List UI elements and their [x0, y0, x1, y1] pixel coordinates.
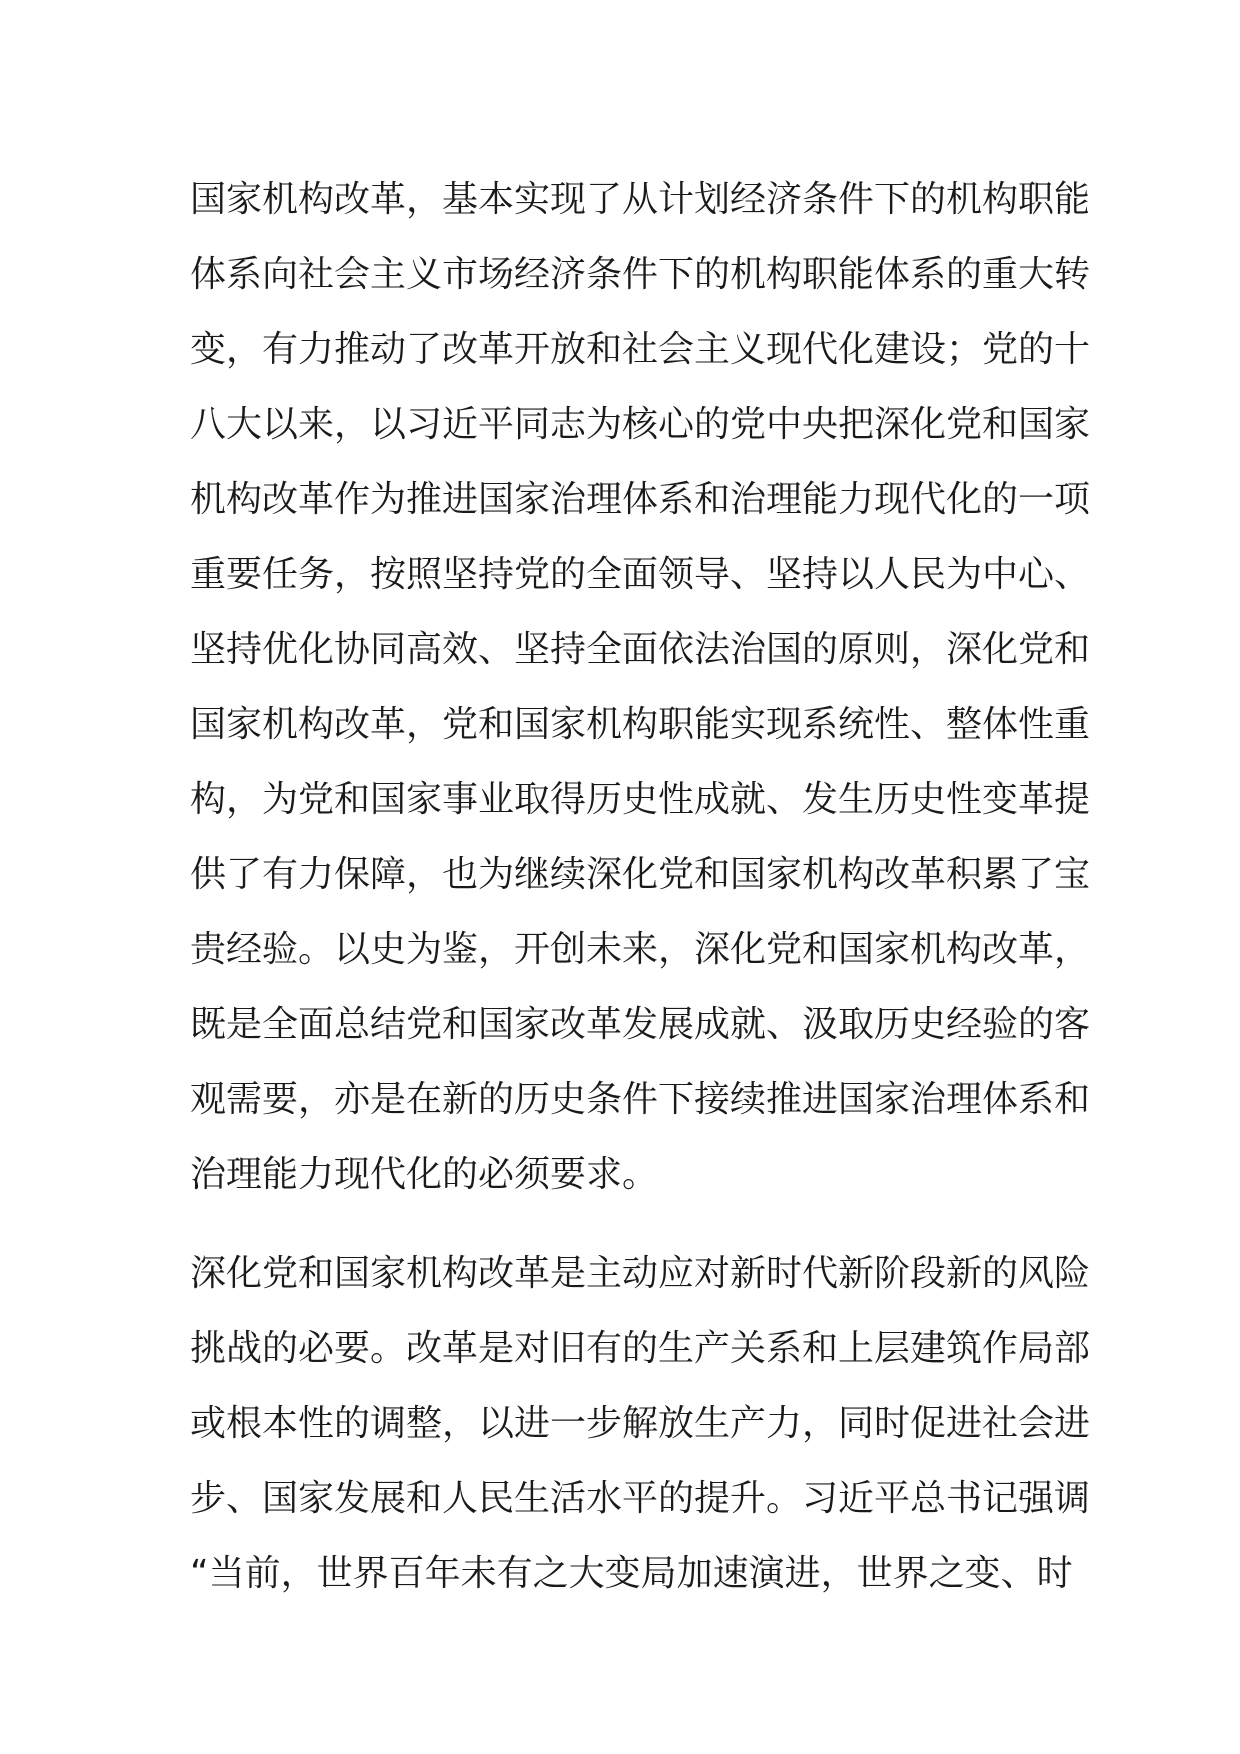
paragraph-2-line-1: 深化党和国家机构改革是主动应对新时代新阶段新的风险: [190, 1253, 1091, 1294]
paragraph-1-line-9: 构，为党和国家事业取得历史性成就、发生历史性变革提: [190, 779, 1091, 820]
paragraph-1-line-1: 国家机构改革，基本实现了从计划经济条件下的机构职能: [190, 179, 1091, 220]
paragraph-2-line-4: 步、国家发展和人民生活水平的提升。习近平总书记强调: [190, 1478, 1091, 1519]
paragraph-1-line-12: 既是全面总结党和国家改革发展成就、汲取历史经验的客: [190, 1004, 1091, 1045]
paragraph-2: [190, 1236, 1091, 1611]
paragraph-2-line-2: 挑战的必要。改革是对旧有的生产关系和上层建筑作局部: [190, 1328, 1091, 1369]
paragraph-1-line-6: 重要任务，按照坚持党的全面领导、坚持以人民为中心、: [190, 554, 1091, 595]
paragraph-1: [190, 162, 1091, 1212]
paragraph-1-line-2: 体系向社会主义市场经济条件下的机构职能体系的重大转: [190, 254, 1091, 295]
paragraph-1-line-3: 变，有力推动了改革开放和社会主义现代化建设；党的十: [190, 329, 1091, 370]
paragraph-1-line-4: 八大以来，以习近平同志为核心的党中央把深化党和国家: [190, 404, 1091, 445]
paragraph-1-line-10: 供了有力保障，也为继续深化党和国家机构改革积累了宝: [190, 854, 1091, 895]
paragraph-1-line-5: 机构改革作为推进国家治理体系和治理能力现代化的一项: [190, 479, 1091, 520]
paragraph-1-line-11: 贵经验。以史为鉴，开创未来，深化党和国家机构改革，: [190, 929, 1091, 970]
paragraph-1-line-13: 观需要，亦是在新的历史条件下接续推进国家治理体系和: [190, 1079, 1091, 1120]
paragraph-1-line-8: 国家机构改革，党和国家机构职能实现系统性、整体性重: [190, 704, 1091, 745]
paragraph-2-line-5: “当前，世界百年未有之大变局加速演进，世界之变、时: [190, 1553, 1073, 1594]
paragraph-2-line-3: 或根本性的调整，以进一步解放生产力，同时促进社会进: [190, 1403, 1091, 1444]
paragraph-1-line-7: 坚持优化协同高效、坚持全面依法治国的原则，深化党和: [190, 629, 1091, 670]
paragraph-1-line-14: 治理能力现代化的必须要求。: [190, 1154, 659, 1195]
